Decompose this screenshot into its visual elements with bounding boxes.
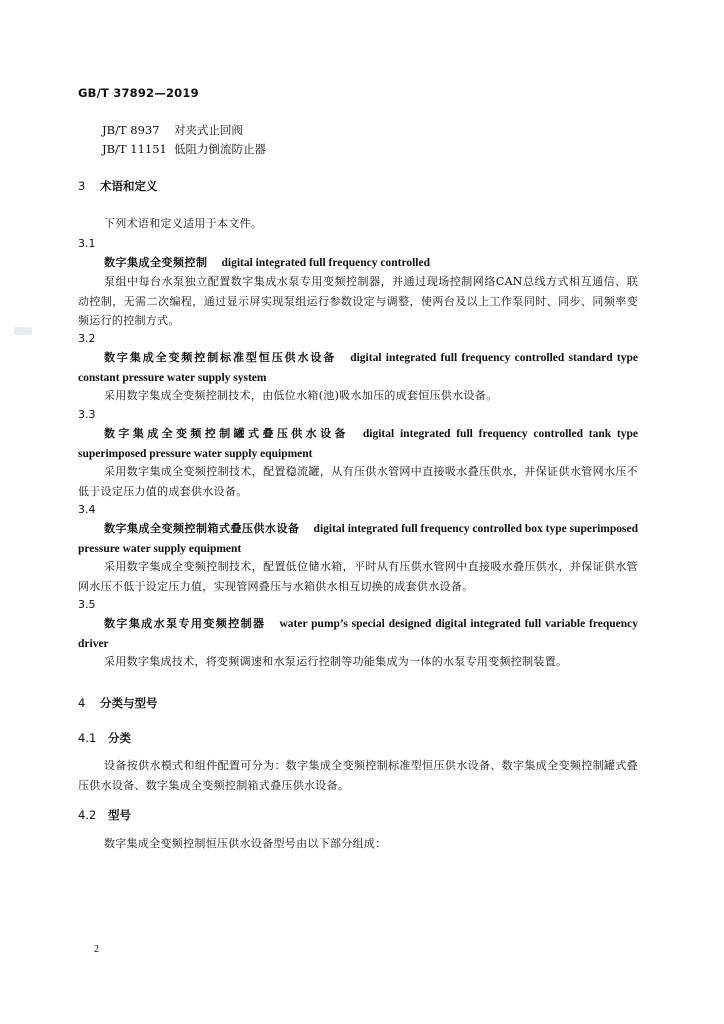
section-title: 分类与型号: [100, 696, 158, 710]
page-number: 2: [94, 944, 99, 955]
term-chinese: 数字集成全变频控制罐式叠压供水设备: [104, 427, 349, 440]
clause-number: 3.5: [78, 598, 96, 611]
term-english: water pump’s special designed digital integrated full variable frequency driver: [78, 618, 639, 650]
term-definition: 采用数字集成全变频控制技术，配置低位储水箱，平时从有压供水管网中直接吸水叠压供水，并保证供水管网水压不低于设定压力值，实现管网叠压与水箱供水相互切换的成套供水设备。: [78, 560, 638, 593]
subsection-title: 型号: [108, 808, 131, 822]
term-chinese: 数字集成全变频控制标准型恒压供水设备: [104, 351, 337, 364]
model-text: 数字集成全变频控制恒压供水设备型号由以下部分组成：: [104, 837, 387, 850]
term-heading: [78, 424, 638, 464]
term-definition: 采用数字集成技术，将变频调速和水泵运行控制等功能集成为一体的水泵专用变频控制装置。: [104, 655, 568, 668]
term-definition: 采用数字集成全变频控制技术，配置稳流罐，从有压供水管网中直接吸水叠压供水，并保证供水管网水压不低于设定压力值的成套供水设备。: [78, 465, 638, 498]
term-heading: [78, 253, 638, 273]
term-heading: [78, 614, 638, 654]
subsection-heading: [78, 730, 131, 746]
subsection-number: 4.1: [78, 731, 97, 745]
clause-number: 3.2: [78, 332, 96, 345]
term-heading: [78, 519, 638, 559]
term-chinese: 数字集成全变频控制箱式叠压供水设备: [104, 522, 300, 535]
section-heading: [78, 178, 158, 194]
subsection-number: 4.2: [78, 808, 97, 822]
term-chinese: 数字集成全变频控制: [104, 256, 208, 269]
reference-item: [102, 122, 243, 138]
term-english: digital integrated full frequency controlled box type superimposed pressure water supply equipment: [78, 523, 639, 555]
reference-title: 低阻力倒流防止器: [174, 142, 266, 156]
section-heading: [78, 695, 158, 711]
side-watermark-mark: [14, 327, 32, 335]
clause-number: 3.3: [78, 408, 96, 421]
term-english: digital integrated full frequency controlled: [221, 257, 430, 269]
section-number: 3: [78, 179, 86, 193]
term-english: digital integrated full frequency controlled tank type superimposed pressure water supply equipment: [78, 428, 638, 460]
term-definition: 采用数字集成全变频控制技术，由低位水箱(池)吸水加压的成套恒压供水设备。: [104, 389, 498, 402]
reference-item: [102, 141, 266, 157]
classification-text: 设备按供水模式和组件配置可分为：数字集成全变频控制标准型恒压供水设备、数字集成全变频控制罐式叠压供水设备、数字集成全变频控制箱式叠压供水设备。: [78, 759, 638, 792]
term-definition: 泵组中每台水泵独立配置数字集成水泵专用变频控制器，并通过现场控制网络CAN总线方式相互通信、联动控制，无需二次编程，通过显示屏实现泵组运行参数设定与调整，使两台及以上工作泵同时、同步、同频率变频运行的控制方式。: [78, 275, 638, 327]
section-title: 术语和定义: [100, 179, 158, 193]
term-heading: [78, 348, 638, 388]
reference-code: JB/T 8937: [102, 123, 160, 137]
subsection-heading: [78, 807, 131, 823]
section-number: 4: [78, 696, 86, 710]
clause-number: 3.4: [78, 503, 96, 516]
subsection-title: 分类: [108, 731, 131, 745]
term-english: digital integrated full frequency controlled standard type constant pressure water supply system: [78, 352, 639, 384]
standard-code-header: GB/T 37892—2019: [78, 86, 199, 100]
reference-code: JB/T 11151: [102, 142, 167, 156]
term-chinese: 数字集成水泵专用变频控制器: [104, 617, 266, 630]
section-intro: 下列术语和定义适用于本文件。: [104, 217, 263, 230]
reference-title: 对夹式止回阀: [174, 123, 243, 137]
clause-number: 3.1: [78, 237, 96, 250]
